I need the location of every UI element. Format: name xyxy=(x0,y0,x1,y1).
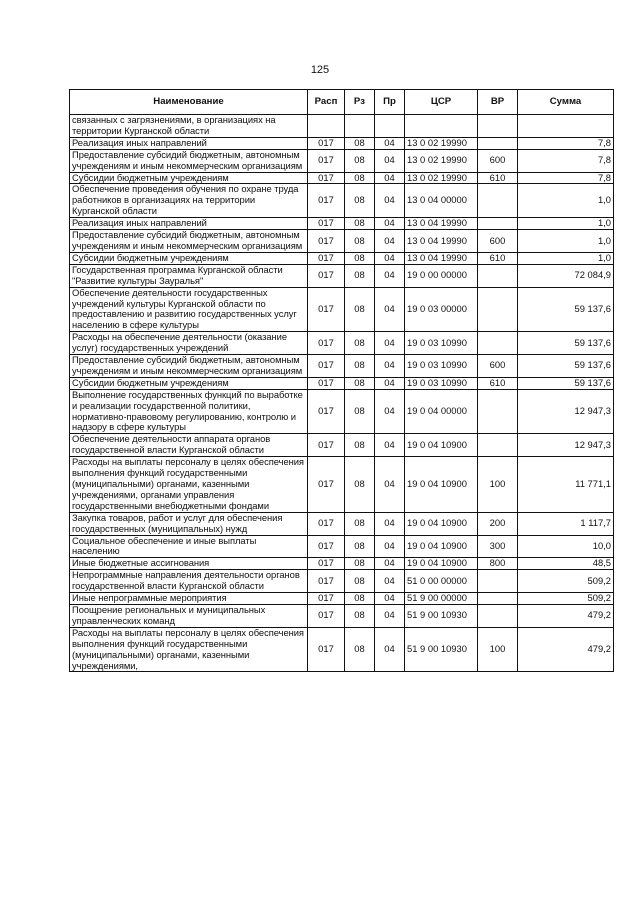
row-sum: 59 137,6 xyxy=(518,332,614,355)
row-rz: 08 xyxy=(345,332,375,355)
row-rasp: 017 xyxy=(308,172,345,184)
row-rasp: 017 xyxy=(308,218,345,230)
row-sum: 12 947,3 xyxy=(518,389,614,434)
row-vr: 100 xyxy=(478,627,518,672)
row-csr: 19 0 00 00000 xyxy=(405,264,478,287)
row-vr xyxy=(478,604,518,627)
row-pr: 04 xyxy=(375,172,405,184)
row-rasp: 017 xyxy=(308,434,345,457)
row-pr: 04 xyxy=(375,512,405,535)
row-pr: 04 xyxy=(375,287,405,332)
table-row xyxy=(70,230,614,253)
row-vr: 100 xyxy=(478,457,518,513)
row-csr: 19 0 03 10990 xyxy=(405,332,478,355)
table-row xyxy=(70,377,614,389)
row-csr: 13 0 02 19990 xyxy=(405,149,478,172)
row-rz: 08 xyxy=(345,184,375,218)
table-row xyxy=(70,570,614,593)
row-sum: 7,8 xyxy=(518,137,614,149)
row-name: Поощрение региональных и муниципальных управленческих команд xyxy=(70,604,308,627)
row-vr: 610 xyxy=(478,377,518,389)
row-rz: 08 xyxy=(345,389,375,434)
row-sum: 479,2 xyxy=(518,627,614,672)
row-sum: 1,0 xyxy=(518,218,614,230)
row-pr: 04 xyxy=(375,535,405,558)
row-name: Иные непрограммные мероприятия xyxy=(70,593,308,605)
row-rasp xyxy=(308,115,345,138)
row-pr: 04 xyxy=(375,389,405,434)
row-rasp: 017 xyxy=(308,535,345,558)
row-name: Расходы на выплаты персоналу в целях обеспечения выполнения функций государственными (муниципальными) органами, казенными учреждениями, xyxy=(70,627,308,672)
row-vr: 600 xyxy=(478,149,518,172)
row-rasp: 017 xyxy=(308,252,345,264)
table-row xyxy=(70,184,614,218)
budget-table xyxy=(69,89,614,672)
row-vr xyxy=(478,332,518,355)
table-row xyxy=(70,332,614,355)
table-row xyxy=(70,627,614,672)
row-rasp: 017 xyxy=(308,457,345,513)
row-vr: 800 xyxy=(478,558,518,570)
row-name: Расходы на обеспечение деятельности (оказание услуг) государственных учреждений xyxy=(70,332,308,355)
row-rz: 08 xyxy=(345,512,375,535)
row-name: Субсидии бюджетным учреждениям xyxy=(70,252,308,264)
table-header-row xyxy=(70,90,614,115)
table-row xyxy=(70,512,614,535)
row-rasp: 017 xyxy=(308,604,345,627)
column-header-vr: ВР xyxy=(478,90,518,115)
row-pr: 04 xyxy=(375,570,405,593)
row-csr: 13 0 04 00000 xyxy=(405,184,478,218)
row-vr xyxy=(478,137,518,149)
row-csr: 19 0 04 10900 xyxy=(405,512,478,535)
row-vr: 600 xyxy=(478,230,518,253)
row-pr: 04 xyxy=(375,332,405,355)
row-sum: 59 137,6 xyxy=(518,377,614,389)
row-rz: 08 xyxy=(345,627,375,672)
row-name: Социальное обеспечение и иные выплаты населению xyxy=(70,535,308,558)
row-name: Закупка товаров, работ и услуг для обеспечения государственных (муниципальных) нужд xyxy=(70,512,308,535)
row-sum: 7,8 xyxy=(518,149,614,172)
row-rasp: 017 xyxy=(308,389,345,434)
row-sum: 59 137,6 xyxy=(518,287,614,332)
row-rasp: 017 xyxy=(308,149,345,172)
row-vr xyxy=(478,218,518,230)
table-row xyxy=(70,287,614,332)
row-pr: 04 xyxy=(375,355,405,378)
row-rasp: 017 xyxy=(308,230,345,253)
row-vr xyxy=(478,434,518,457)
row-vr xyxy=(478,389,518,434)
row-rasp: 017 xyxy=(308,377,345,389)
column-header-pr: Пр xyxy=(375,90,405,115)
row-name: Обеспечение деятельности аппарата органов государственной власти Курганской области xyxy=(70,434,308,457)
row-sum: 12 947,3 xyxy=(518,434,614,457)
row-pr: 04 xyxy=(375,184,405,218)
row-pr: 04 xyxy=(375,264,405,287)
row-rasp: 017 xyxy=(308,593,345,605)
row-rz: 08 xyxy=(345,558,375,570)
row-name: Расходы на выплаты персоналу в целях обеспечения выполнения функций государственными (муниципальными) органами, казенными учреждениями, органами управления государственными внебюджетными фондами xyxy=(70,457,308,513)
row-vr: 610 xyxy=(478,172,518,184)
row-rasp: 017 xyxy=(308,355,345,378)
table-row xyxy=(70,252,614,264)
column-header-rasp: Расп xyxy=(308,90,345,115)
row-csr: 13 0 02 19990 xyxy=(405,172,478,184)
table-row xyxy=(70,604,614,627)
row-sum: 1,0 xyxy=(518,184,614,218)
table-row xyxy=(70,137,614,149)
row-name: Предоставление субсидий бюджетным, автономным учреждениям и иным некоммерческим организациям xyxy=(70,149,308,172)
row-sum xyxy=(518,115,614,138)
row-csr xyxy=(405,115,478,138)
row-rasp: 017 xyxy=(308,627,345,672)
row-pr: 04 xyxy=(375,434,405,457)
row-name: Непрограммные направления деятельности органов государственной власти Курганской области xyxy=(70,570,308,593)
row-rasp: 017 xyxy=(308,264,345,287)
table-body xyxy=(70,115,614,672)
row-rz: 08 xyxy=(345,377,375,389)
row-rz: 08 xyxy=(345,434,375,457)
row-vr: 600 xyxy=(478,355,518,378)
row-sum: 59 137,6 xyxy=(518,355,614,378)
row-pr: 04 xyxy=(375,558,405,570)
column-header-rz: Рз xyxy=(345,90,375,115)
row-sum: 11 771,1 xyxy=(518,457,614,513)
row-rz: 08 xyxy=(345,593,375,605)
table-row xyxy=(70,115,614,138)
row-pr: 04 xyxy=(375,377,405,389)
table-row xyxy=(70,593,614,605)
row-vr xyxy=(478,287,518,332)
row-csr: 19 0 04 10900 xyxy=(405,457,478,513)
row-rz: 08 xyxy=(345,149,375,172)
row-rasp: 017 xyxy=(308,184,345,218)
column-header-name: Наименование xyxy=(70,90,308,115)
row-pr: 04 xyxy=(375,252,405,264)
row-sum: 1,0 xyxy=(518,252,614,264)
row-csr: 19 0 04 10900 xyxy=(405,535,478,558)
page-number: 125 xyxy=(310,64,330,76)
row-rz: 08 xyxy=(345,535,375,558)
row-sum: 10,0 xyxy=(518,535,614,558)
row-csr: 19 0 03 00000 xyxy=(405,287,478,332)
row-csr: 13 0 02 19990 xyxy=(405,137,478,149)
row-rz: 08 xyxy=(345,172,375,184)
row-pr: 04 xyxy=(375,457,405,513)
row-sum: 48,5 xyxy=(518,558,614,570)
column-header-sum: Сумма xyxy=(518,90,614,115)
row-name: Обеспечение проведения обучения по охране труда работников в организациях на территории Курганской области xyxy=(70,184,308,218)
table-row xyxy=(70,434,614,457)
row-sum: 72 084,9 xyxy=(518,264,614,287)
row-sum: 509,2 xyxy=(518,593,614,605)
table-row xyxy=(70,149,614,172)
row-sum: 1 117,7 xyxy=(518,512,614,535)
row-vr xyxy=(478,570,518,593)
row-rasp: 017 xyxy=(308,287,345,332)
row-vr xyxy=(478,264,518,287)
table-row xyxy=(70,535,614,558)
row-csr: 19 0 04 10900 xyxy=(405,558,478,570)
row-pr: 04 xyxy=(375,627,405,672)
row-csr: 51 9 00 10930 xyxy=(405,604,478,627)
row-name: Государственная программа Курганской области "Развитие культуры Зауралья" xyxy=(70,264,308,287)
table-row xyxy=(70,457,614,513)
row-sum: 1,0 xyxy=(518,230,614,253)
row-pr: 04 xyxy=(375,593,405,605)
row-rz: 08 xyxy=(345,252,375,264)
row-pr: 04 xyxy=(375,604,405,627)
row-name: Предоставление субсидий бюджетным, автономным учреждениям и иным некоммерческим организациям xyxy=(70,355,308,378)
row-vr xyxy=(478,593,518,605)
row-vr: 610 xyxy=(478,252,518,264)
row-pr: 04 xyxy=(375,218,405,230)
row-csr: 13 0 04 19990 xyxy=(405,252,478,264)
row-rz: 08 xyxy=(345,570,375,593)
row-rasp: 017 xyxy=(308,332,345,355)
row-vr xyxy=(478,115,518,138)
row-name: Субсидии бюджетным учреждениям xyxy=(70,377,308,389)
row-pr: 04 xyxy=(375,230,405,253)
row-vr: 200 xyxy=(478,512,518,535)
row-name: Иные бюджетные ассигнования xyxy=(70,558,308,570)
table-row xyxy=(70,264,614,287)
row-pr: 04 xyxy=(375,149,405,172)
row-rz: 08 xyxy=(345,457,375,513)
table-row xyxy=(70,389,614,434)
row-csr: 19 0 04 10900 xyxy=(405,434,478,457)
row-rasp: 017 xyxy=(308,570,345,593)
row-sum: 509,2 xyxy=(518,570,614,593)
row-sum: 7,8 xyxy=(518,172,614,184)
row-csr: 51 9 00 10930 xyxy=(405,627,478,672)
row-csr: 19 0 04 00000 xyxy=(405,389,478,434)
row-rasp: 017 xyxy=(308,512,345,535)
row-name: Выполнение государственных функций по выработке и реализации государственной политики, нормативно-правовому регулированию, контролю и надзору в сфере культуры xyxy=(70,389,308,434)
row-sum: 479,2 xyxy=(518,604,614,627)
row-csr: 19 0 03 10990 xyxy=(405,377,478,389)
row-vr xyxy=(478,184,518,218)
row-pr: 04 xyxy=(375,137,405,149)
row-rz: 08 xyxy=(345,137,375,149)
row-csr: 19 0 03 10990 xyxy=(405,355,478,378)
row-rz: 08 xyxy=(345,604,375,627)
column-header-csr: ЦСР xyxy=(405,90,478,115)
row-rz: 08 xyxy=(345,264,375,287)
table-row xyxy=(70,218,614,230)
row-rz: 08 xyxy=(345,230,375,253)
row-rz: 08 xyxy=(345,218,375,230)
row-rasp: 017 xyxy=(308,137,345,149)
row-vr: 300 xyxy=(478,535,518,558)
row-csr: 13 0 04 19990 xyxy=(405,230,478,253)
row-rz: 08 xyxy=(345,287,375,332)
row-name: Предоставление субсидий бюджетным, автономным учреждениям и иным некоммерческим организациям xyxy=(70,230,308,253)
row-rz xyxy=(345,115,375,138)
table-row xyxy=(70,355,614,378)
row-name: Реализация иных направлений xyxy=(70,218,308,230)
row-name: связанных с загрязнениями, в организациях на территории Курганской области xyxy=(70,115,308,138)
row-rasp: 017 xyxy=(308,558,345,570)
row-rz: 08 xyxy=(345,355,375,378)
table-row xyxy=(70,172,614,184)
row-pr xyxy=(375,115,405,138)
row-name: Обеспечение деятельности государственных учреждений культуры Курганской области по предоставлению и развитию государственных услуг населению в сфере культуры xyxy=(70,287,308,332)
table-row xyxy=(70,558,614,570)
row-csr: 51 0 00 00000 xyxy=(405,570,478,593)
row-name: Субсидии бюджетным учреждениям xyxy=(70,172,308,184)
row-name: Реализация иных направлений xyxy=(70,137,308,149)
row-csr: 13 0 04 19990 xyxy=(405,218,478,230)
row-csr: 51 9 00 00000 xyxy=(405,593,478,605)
